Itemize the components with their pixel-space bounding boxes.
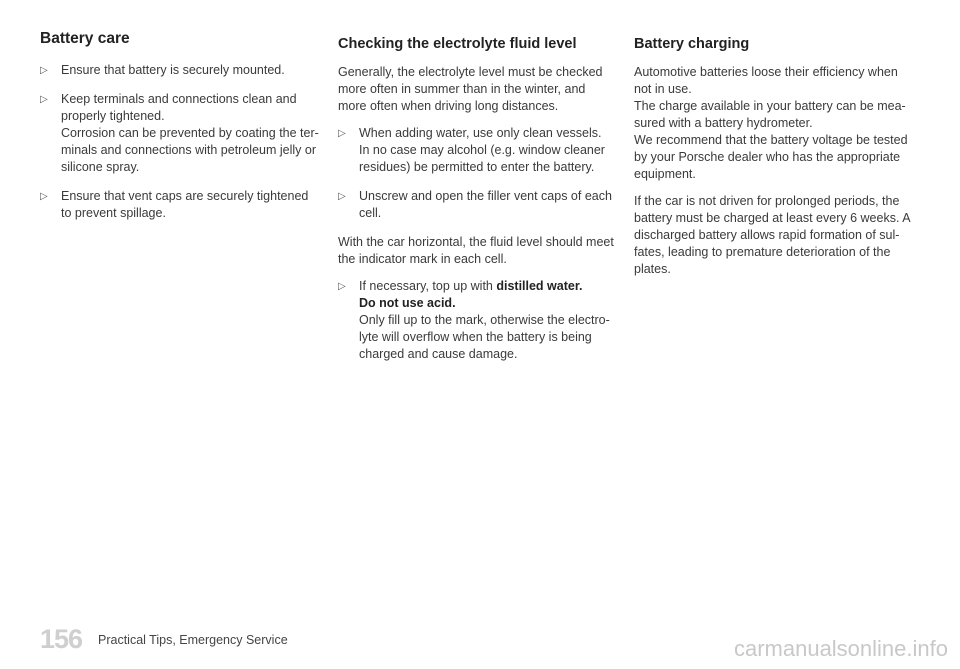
bullet-prefix: If necessary, top up with (359, 279, 497, 293)
charging-para2: If the car is not driven for prolonged periods, the battery must be charged at least every 6 weeks. A discharged battery allows rapid formation of sul-fates, leading to premature deterioration of the plates. (634, 194, 910, 276)
list-item (40, 62, 322, 79)
list-item (40, 91, 322, 176)
triangle-bullet-icon: ▷ (40, 65, 48, 76)
bullet-text (359, 278, 616, 295)
triangle-bullet-icon: ▷ (40, 191, 48, 202)
charging-line: Automotive batteries loose their efficiency when not in use. (634, 65, 898, 96)
bullet-text: When adding water, use only clean vessels. (359, 126, 602, 140)
triangle-bullet-icon: ▷ (338, 128, 346, 139)
list-item (338, 278, 616, 363)
page-number: 156 (40, 624, 83, 654)
charging-line: The charge available in your battery can be mea-sured with a battery hydrometer. (634, 99, 906, 130)
section-title: Practical Tips, Emergency Service (98, 633, 288, 647)
bullet-text: Only fill up to the mark, otherwise the electro-lyte will overflow when the battery is being charged and cause damage. (359, 313, 610, 361)
distilled-water-text: distilled water. (496, 279, 583, 293)
charging-line: We recommend that the battery voltage be tested by your Porsche dealer who has the appropriate equipment. (634, 133, 908, 181)
bullet-text: Ensure that vent caps are securely tightened to prevent spillage. (61, 189, 309, 220)
bullet-text: Keep terminals and connections clean and properly tightened. (61, 92, 297, 123)
watermark: carmanualsonline.info (733, 636, 948, 661)
bullet-text: Ensure that battery is securely mounted. (61, 63, 285, 77)
electrolyte-intro: Generally, the electrolyte level must be checked more often in summer than in the winter, and more often when driving long distances. (338, 65, 603, 113)
triangle-bullet-icon: ▷ (338, 281, 346, 292)
triangle-bullet-icon: ▷ (40, 94, 48, 105)
list-item (40, 188, 322, 222)
electrolyte-heading: Checking the electrolyte fluid level (338, 36, 577, 52)
charging-column (634, 30, 914, 288)
battery-care-column (40, 30, 322, 234)
list-item (338, 188, 616, 222)
charging-para1 (634, 64, 914, 183)
list-item (338, 125, 616, 176)
battery-care-heading: Battery care (40, 30, 130, 47)
bullet-text: Unscrew and open the filler vent caps of each cell. (359, 189, 612, 220)
triangle-bullet-icon: ▷ (338, 191, 346, 202)
bullet-text: Corrosion can be prevented by coating the ter-minals and connections with petroleum jelly or silicone spray. (61, 126, 319, 174)
no-acid-warning: Do not use acid. (359, 296, 456, 310)
bullet-text: In no case may alcohol (e.g. window cleaner residues) be permitted to enter the battery. (359, 143, 605, 174)
electrolyte-middle: With the car horizontal, the fluid level should meet the indicator mark in each cell. (338, 235, 614, 266)
electrolyte-column (338, 30, 616, 375)
charging-heading: Battery charging (634, 36, 750, 52)
